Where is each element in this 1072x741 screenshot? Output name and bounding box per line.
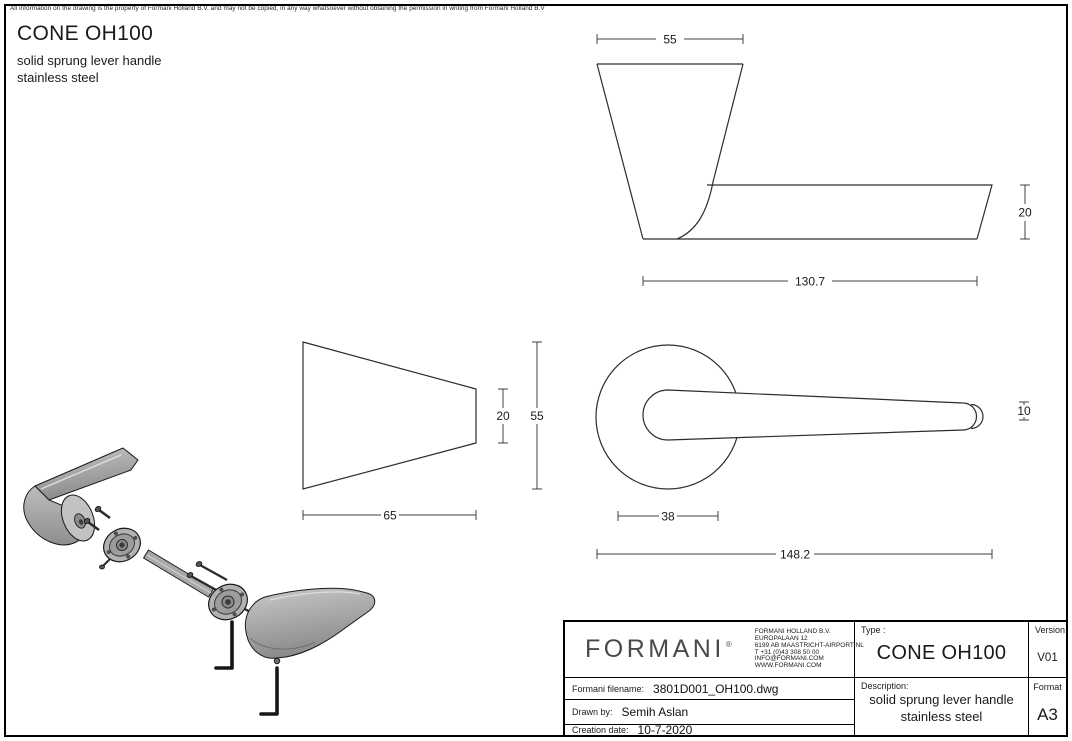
drawn-by-value: Semih Aslan [621, 705, 689, 719]
filename-value: 3801D001_OH100.dwg [653, 681, 779, 696]
format-value: A3 [1037, 704, 1058, 724]
title-block-description-cell [854, 677, 1028, 735]
exploded-spindle [144, 550, 214, 597]
filename-label: Formani filename: [572, 683, 645, 694]
title-block-filename-cell [565, 677, 854, 699]
drawing-header [17, 22, 162, 87]
title-block [563, 620, 1066, 735]
subtitle-line-1: solid sprung lever handle [17, 53, 162, 68]
logo-registered-mark: ® [725, 640, 732, 649]
address-line: FORMANI HOLLAND B.V. [754, 628, 831, 636]
side-view-outline [597, 64, 992, 239]
version-value: V01 [1037, 651, 1058, 664]
top-view-dim-38 [618, 510, 718, 524]
title-block-drawn-by-cell [565, 699, 854, 724]
top-view-dim-148-2 [597, 548, 992, 562]
type-value: CONE OH100 [876, 642, 1007, 664]
exploded-view-drawing [15, 430, 415, 730]
dim-top-rose: 38 [661, 509, 675, 524]
title-block-version-cell [1028, 622, 1066, 677]
dim-front-tip: 20 [496, 409, 510, 423]
dim-front-length: 65 [383, 508, 397, 523]
top-view-drawing [580, 335, 1040, 570]
format-label: Format [1033, 682, 1062, 692]
address-line: WWW.FORMANI.COM [754, 661, 822, 669]
title-block-type-cell [854, 622, 1028, 677]
dim-side-lever-height: 20 [1018, 205, 1032, 220]
side-view-dim-55 [597, 33, 743, 47]
address-line: 6199 AB MAASTRICHT-AIRPORT NL [754, 641, 864, 649]
type-label: Type : [861, 625, 886, 635]
dim-side-length: 130.7 [794, 274, 826, 289]
subtitle-line-2: stainless steel [17, 69, 99, 85]
top-view-lever-outline [643, 390, 976, 440]
allen-key-left [216, 622, 232, 668]
drawn-by-label: Drawn by: [572, 707, 613, 717]
description-label: Description: [861, 681, 909, 691]
logo-text: FORMANI [585, 635, 725, 663]
version-label: Version: [1035, 625, 1068, 635]
side-view-dim-130-7 [643, 275, 977, 289]
dim-top-overall: 148.2 [779, 547, 811, 562]
dim-side-top-width: 55 [663, 32, 677, 47]
dim-top-tip: 10 [1017, 404, 1031, 418]
grub-screw [274, 658, 279, 663]
title-block-format-cell [1028, 677, 1066, 735]
title-block-creation-date-cell [565, 724, 854, 735]
address-line: EUROPALAAN 12 [754, 635, 808, 643]
description-line-1: solid sprung lever handle [869, 692, 1014, 707]
exploded-handle-right [245, 588, 374, 658]
side-view-dim-20 [1018, 185, 1032, 239]
description-line-2: stainless steel [900, 709, 983, 724]
title-block-logo-cell [565, 622, 864, 677]
page-title: CONE OH100 [17, 22, 154, 45]
front-view-dim-55 [530, 342, 544, 489]
front-view-dim-20 [496, 389, 510, 443]
disclaimer-text: All information on the drawing is the property of Formani Holland B.V. and may not be copied, in any way whatsoever without obtaining the permission in writing from Formani Holland B.V [10, 5, 545, 12]
company-address [755, 629, 864, 669]
address-line: INFO@FORMANI.COM [754, 655, 824, 663]
creation-date-label: Creation date: [572, 725, 629, 735]
formani-logo [585, 635, 731, 664]
address-line: T +31 (0)43 308 50 00 [754, 648, 820, 656]
creation-date-value: 10-7-2020 [637, 723, 693, 737]
dim-front-base: 55 [530, 409, 544, 423]
side-view-drawing [560, 25, 1040, 295]
page-subtitle [17, 53, 162, 87]
top-view-dim-10 [1017, 402, 1031, 420]
allen-key-right [261, 668, 277, 714]
exploded-rose-right [186, 561, 253, 627]
